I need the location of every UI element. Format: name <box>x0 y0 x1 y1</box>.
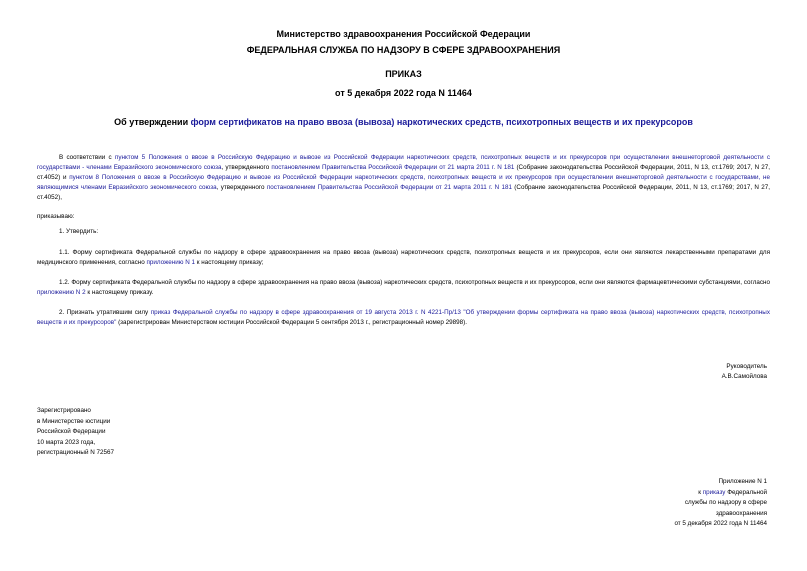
doc-date-number: от 5 декабря 2022 года N 11464 <box>335 88 472 98</box>
preamble-text-3: (Собрание законодательства Российской Федерации, 2011, N 13, ст.1769; 2017, N 27, ст.4052) и <box>37 164 770 181</box>
title-prefix: Об утверждении <box>114 117 191 127</box>
appendix-header <box>674 477 767 530</box>
item-1: 1. Утвердить: <box>59 228 99 235</box>
item-2-text: 2. Признать утратившим силу <box>59 309 151 316</box>
repealed-order-link[interactable]: приказ Федеральной службы по надзору в сфере здравоохранения от 19 августа 2013 г. N 4221-Пр/13 "Об утверждении формы сертификата на право ввоза (вывоза) наркотических средств, психотропных веществ и их прекурсоров" <box>37 309 770 326</box>
registration-line: Российской Федерации <box>37 428 106 435</box>
item-1-2 <box>37 278 770 298</box>
registration-line: 10 марта 2023 года, <box>37 438 96 446</box>
title-link[interactable]: форм сертификатов на право ввоза (вывоза) наркотических средств, психотропных веществ и их прекурсоров <box>190 117 693 127</box>
signature-position: Руководитель <box>726 363 767 370</box>
appendix-text: Федеральной <box>725 488 767 496</box>
signature-name: А.В.Самойлова <box>721 373 767 380</box>
document-title <box>0 117 807 127</box>
preamble-link-4[interactable]: постановлением Правительства Российской Федерации от 21 марта 2011 г. N 181 <box>266 184 512 191</box>
item-2-tail: (зарегистрирован Министерством юстиции Российской Федерации 5 сентября 2013 г., регистрационный номер 29898). <box>116 319 467 326</box>
appendix-text: к <box>698 488 703 496</box>
preamble-text-4: , утвержденного <box>216 184 267 191</box>
service-heading: ФЕДЕРАЛЬНАЯ СЛУЖБА ПО НАДЗОРУ В СФЕРЕ ЗДРАВООХРАНЕНИЯ <box>246 45 561 55</box>
doc-type-heading: ПРИКАЗ <box>385 69 422 79</box>
order-word: приказываю: <box>37 213 75 220</box>
ministry-heading: Министерство здравоохранения Российской Федерации <box>276 29 531 39</box>
preamble-link-2[interactable]: постановлением Правительства Российской Федерации от 21 марта 2011 г. N 181 <box>271 164 515 171</box>
preamble-link-3[interactable]: пунктом 8 Положения о ввозе в Российскую Федерацию и вывозе из Российской Федерации наркотических средств, психотропных веществ и их прекурсоров при осуществлении внешнеторговой деятельности с государствами, не являющимися членами Евразийского экономического союза <box>37 174 770 191</box>
item-1-1-tail: к настоящему приказу; <box>195 259 264 266</box>
appendix-date: от 5 декабря 2022 года N 11464 <box>674 520 767 527</box>
appendix-line: службы по надзору в сфере <box>684 499 767 506</box>
item-1-2-text: 1.2. Форму сертификата Федеральной службы по надзору в сфере здравоохранения на право ввоза (вывоза) наркотических средств, психотропных веществ и их прекурсоров, если они являются фармацевтическими субстанциями, согласно <box>59 279 770 286</box>
appendix-2-link[interactable]: приложению N 2 <box>37 289 86 296</box>
registration-line: в Министерстве юстиции <box>37 417 111 425</box>
preamble-text-5: (Собрание законодательства Российской Федерации, 2011, N 13, ст.1769; 2017, N 27, ст.4052), <box>37 184 770 201</box>
appendix-1-link[interactable]: приложению N 1 <box>146 259 196 266</box>
item-1-1 <box>37 248 770 268</box>
preamble-link-1[interactable]: пунктом 5 Положения о ввозе в Российскую Федерацию и вывозе из Российской Федерации наркотических средств, психотропных веществ и их прекурсоров при осуществлении внешнеторговой деятельности с государствами - членами Евразийского экономического союза <box>37 154 770 171</box>
signature-block <box>722 362 767 382</box>
item-2 <box>37 308 770 328</box>
appendix-order-link[interactable]: приказу <box>702 488 726 496</box>
preamble-paragraph <box>37 153 770 203</box>
appendix-line: здравоохранения <box>715 509 767 517</box>
item-1-1-text: 1.1. Форму сертификата Федеральной службы по надзору в сфере здравоохранения на право ввоза (вывоза) наркотических средств, психотропных веществ и их прекурсоров, если они являются лекарственными препаратами для медицинского применения, согласно <box>37 249 770 266</box>
preamble-text-2: , утвержденного <box>221 164 272 171</box>
registration-block <box>37 406 114 459</box>
appendix-title: Приложение N 1 <box>718 478 767 485</box>
preamble-text-1: В соответствии с <box>59 154 115 161</box>
item-1-2-tail: к настоящему приказу. <box>85 289 154 296</box>
registration-line: регистрационный N 72567 <box>37 449 115 456</box>
registration-line: Зарегистрировано <box>37 407 91 414</box>
appendix-line <box>674 488 767 499</box>
